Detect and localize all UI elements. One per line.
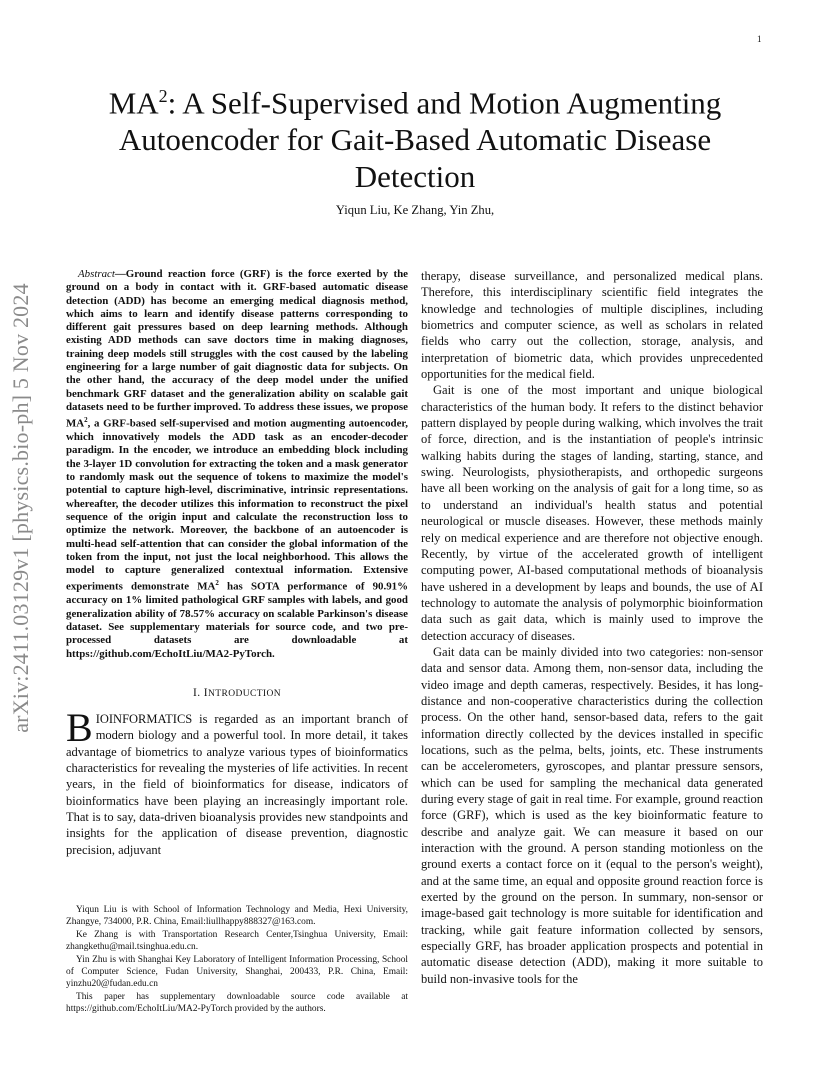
abstract-sup-1: 2	[84, 416, 88, 425]
abstract-text-1: Ground reaction force (GRF) is the force exerted by the ground on a body in contact with it. GRF-based automatic disease detection (ADD) has become an emerging medical diagnosis method, which aims to learn and identify disease patterns corresponding to different gait pressures based on deep learning methods. Although existing ADD methods can save doctors time in making diagnoses, training deep models still struggles with the cost caused by the labeling engineering for a large number of gait diagnostic data for subjects. On the other hand, the accuracy of the deep model under the unified benchmark GRF dataset and the generalization ability on scalable gait datasets need to be further improved. To address these issues, we propose MA	[66, 268, 408, 430]
title-rest: : A Self-Supervised and Motion Augmenting Autoencoder for Gait-Based Automatic Disease Detection	[118, 85, 722, 195]
abstract-text-2: , a GRF-based self-supervised and motion augmenting autoencoder, which innovatively models the ADD task as an encoder-decoder paradigm. In the encoder, we introduce an embedding block including the 3-layer 1D convolution for extracting the token and a mask generator to randomly mask out the sequence of tokens to maximize the model's potential to capture high-level, discriminative, intrinsic representations. whereafter, the decoder utilizes this information to reconstruct the pixel sequence of the origin input and calculate the reconstruction loss to optimize the network. Moreover, the backbone of an autoencoder is multi-head self-attention that can consider the global information of the token from the input, not just the local neighborhood. This allows the model to capture generalized contextual information. Extensive experiments demonstrate MA	[66, 417, 408, 594]
title-prefix: MA	[108, 85, 159, 121]
title-superscript: 2	[158, 86, 168, 106]
abstract-dash: —	[114, 268, 126, 280]
abstract	[66, 268, 408, 661]
paper-title	[70, 78, 760, 195]
footnote-supplementary: This paper has supplementary downloadable source code available at https://github.com/EchoItLiu/MA2-PyTorch provided by the authors.	[66, 991, 408, 1015]
footnote-author-2: Ke Zhang is with Transportation Research Center,Tsinghua University, Email: zhangkethu@mail.tsinghua.edu.cn.	[66, 929, 408, 953]
section-title-rest: NTRODUCTION	[208, 688, 282, 699]
intro-first-word: IOINFORMATICS	[95, 711, 193, 726]
abstract-sup-2: 2	[215, 579, 219, 588]
abstract-label: Abstract	[78, 268, 115, 280]
section-title-first: I	[203, 686, 208, 699]
section-number: I.	[192, 686, 204, 699]
intro-text-1: is regarded as an important branch of modern biology and a powerful tool. In more detail, it takes advantage of biometrics to analyze various types of bioinformatics characteristics for revealing the mysteries of life activities. In recent years, in the field of bioinformatics for disease, indicators of bioinformatics have been playing an increasingly important role. That is to say, data-driven bioanalysis provides new standpoints and insights for the application of disease prevention, diagnostic precision, adjuvant	[66, 711, 408, 857]
intro-paragraph-1	[66, 704, 408, 858]
footnotes	[66, 904, 408, 1016]
intro-paragraph-3: Gait data can be mainly divided into two categories: non-sensor data and sensor data. Among them, non-sensor data, including the video image and depth cameras, respectively. Besides, it has long-distance and non-cooperative characteristics during the collection process. On the other hand, sensor-based data, refers to the gait information directly collected by the devices installed in specific locations, such as the pelma, belts, joints, etc. These instruments can be accelerometers, gyroscopes, and plantar pressure sensors, which can be used for sampling the mechanical data generated during every stage of gait in real time. For example, ground reaction force (GRF), which is used as the key bioinformatic feature to describe and analyze gait. We can measure it based on our interaction with the ground. A person standing motionless on the ground exerts a contact force on it (equal to the person's weight), and at the same time, an equal and opposite ground reaction force is exerted by the ground on the person. In summary, non-sensor or image-based gait technology is more suitable for identification and tracking, while gait feature information collected by sensors, especially GRF, has broader application prospects and potential in automatic disease detection (ADD), making it more suitable to build non-invasive tools for the	[421, 644, 763, 986]
arxiv-side-label: arXiv:2411.03129v1 [physics.bio-ph] 5 Nov 2024	[8, 283, 33, 733]
abstract-text-3: has SOTA performance of 90.91% accuracy on 1% limited pathological GRF samples with labels, and good generalization ability of 78.57% accuracy on scalable Parkinson's disease dataset. See supplementary materials for source code, and two pre-processed datasets are downloadable at https://github.com/EchoItLiu/MA2-PyTorch.	[66, 581, 408, 660]
intro-paragraph-1-cont: therapy, disease surveillance, and personalized medical plans. Therefore, this interdisciplinary scientific field integrates the knowledge and technologies of multiple disciplines, including biometrics and computer science, as well as scholars in related fields who carry out the collection, storage, analysis, and interpretation of biometric data, which provides unprecedented opportunities for the medical field.	[421, 269, 763, 382]
drop-cap: B	[66, 704, 93, 750]
right-column	[421, 268, 763, 987]
left-column	[66, 268, 408, 858]
page-number: 1	[757, 34, 762, 44]
intro-paragraph-2: Gait is one of the most important and unique biological characteristics of the human body. It refers to the distinct behavior pattern displayed by people during walking, which involves the trait of force, direction, and is the instantiation of people's intrinsic walking habits during the stages of landing, starting, stance, and swing. Neurologists, physiotherapists, and orthopedic surgeons have all been working on the analysis of gait for a long time, so as to understand an individual's health status and potential neurological or muscle diseases. However, these methods mainly rely on medical experience and are therefore not objective enough. Recently, by virtue of the accelerated growth of intelligent computing power, AI-based computational methods of bioanalysis have ushered in a development by leaps and bounds, the use of AI technology to automate the analysis of polymorphic bioinformation data such as gait data, which is mainly used to improve the detection accuracy of diseases.	[421, 383, 763, 643]
section-heading	[66, 687, 408, 699]
footnote-author-1: Yiqun Liu is with School of Information Technology and Media, Hexi University, Zhangye, 734000, P.R. China, Email:liullhappy888327@163.com.	[66, 905, 408, 928]
author-list: Yiqun Liu, Ke Zhang, Yin Zhu,	[335, 203, 495, 217]
footnote-author-3: Yin Zhu is with Shanghai Key Laboratory of Intelligent Information Processing, School of Computer Science, Fudan University, Shanghai, 200433, P.R. China, Email: yinzhu20@fudan.edu.cn	[66, 954, 408, 990]
